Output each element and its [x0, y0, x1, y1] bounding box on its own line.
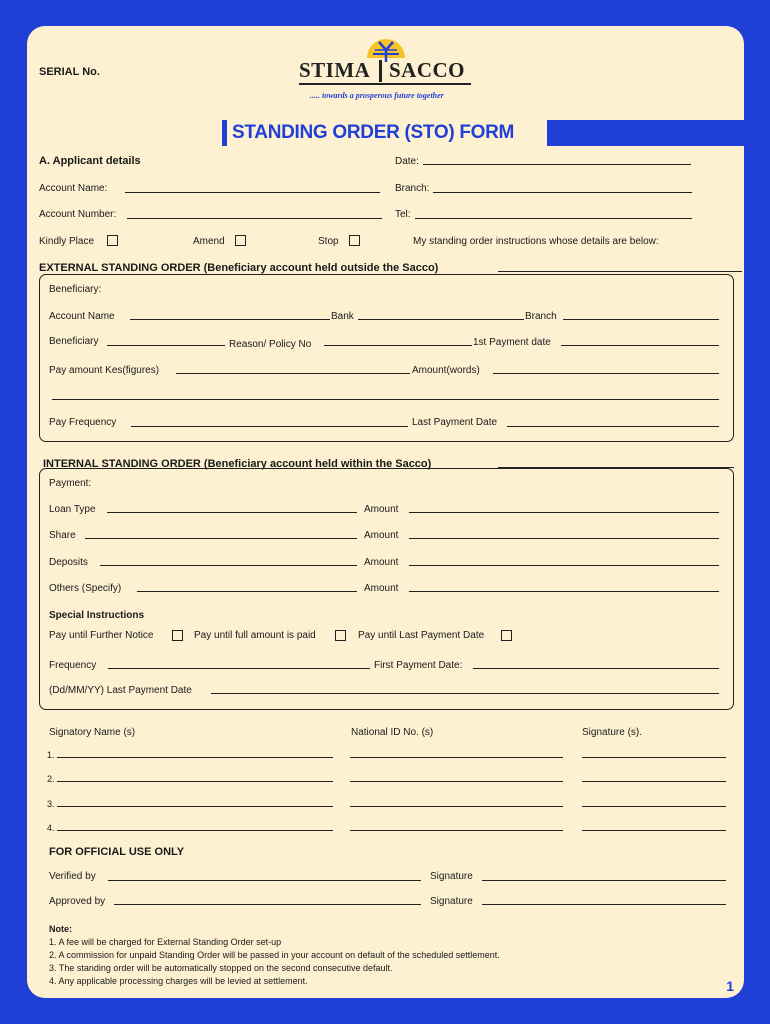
kindly-place-checkbox[interactable]: [107, 235, 118, 246]
verified-by-field[interactable]: [108, 880, 421, 881]
external-heading: EXTERNAL STANDING ORDER (Beneficiary account held outside the Sacco): [39, 262, 439, 274]
last-payment-date-field[interactable]: [211, 693, 719, 694]
logo-stima-text: STIMA: [299, 58, 371, 82]
deposits-amount-label: Amount: [364, 557, 399, 568]
pay-frequency-field[interactable]: [131, 426, 408, 427]
others-field[interactable]: [137, 591, 357, 592]
note-item: 3. The standing order will be automatically stopped on the second consecutive default.: [49, 963, 393, 973]
last-payment-date-label: (Dd/MM/YY) Last Payment Date: [49, 685, 192, 696]
first-payment-label: 1st Payment date: [473, 337, 551, 348]
others-amount-field[interactable]: [409, 591, 719, 592]
beneficiary-field[interactable]: [107, 345, 225, 346]
approved-by-field[interactable]: [114, 904, 421, 905]
share-label: Share: [49, 530, 76, 541]
first-payment-field[interactable]: [561, 345, 719, 346]
ext-branch-field[interactable]: [563, 319, 719, 320]
signatory-row-number: 1.: [47, 750, 55, 760]
deposits-amount-field[interactable]: [409, 565, 719, 566]
signatory-row-number: 2.: [47, 774, 55, 784]
signature-field[interactable]: [582, 757, 726, 758]
pay-until-full-label: Pay until full amount is paid: [194, 630, 316, 641]
bank-label: Bank: [331, 311, 354, 322]
branch-label: Branch:: [395, 183, 430, 194]
note-item: 4. Any applicable processing charges will be levied at settlement.: [49, 976, 308, 986]
loan-amount-field[interactable]: [409, 512, 719, 513]
pay-amount-label: Pay amount Kes(figures): [49, 365, 160, 376]
share-amount-field[interactable]: [409, 538, 719, 539]
approved-signature-label: Signature: [430, 896, 473, 907]
amount-words-field-continued[interactable]: [52, 399, 719, 400]
account-number-label: Account Number:: [39, 209, 117, 220]
verified-signature-field[interactable]: [482, 880, 726, 881]
bank-field[interactable]: [358, 319, 524, 320]
note-heading: Note:: [49, 924, 72, 934]
logo-tagline: ..... towards a prosperous future together: [310, 91, 444, 100]
tel-label: Tel:: [395, 209, 411, 220]
verified-signature-label: Signature: [430, 871, 473, 882]
form-title: STANDING ORDER (STO) FORM: [232, 122, 515, 143]
frequency-label: Frequency: [49, 660, 97, 671]
signatory-row-number: 3.: [47, 799, 55, 809]
national-id-field[interactable]: [350, 781, 563, 782]
pay-until-last-label: Pay until Last Payment Date: [358, 630, 485, 641]
signatory-name-field[interactable]: [57, 806, 333, 807]
verified-by-label: Verified by: [49, 871, 96, 882]
signatory-row-number: 4.: [47, 823, 55, 833]
payment-header: Payment:: [49, 478, 92, 489]
form-page: [27, 26, 744, 998]
reason-label: Reason/ Policy No: [229, 339, 312, 350]
first-payment-date-label: First Payment Date:: [374, 660, 463, 671]
signature-header: Signature (s).: [582, 727, 643, 738]
pay-until-notice-checkbox[interactable]: [172, 630, 183, 641]
national-id-field[interactable]: [350, 830, 563, 831]
signatory-name-field[interactable]: [57, 757, 333, 758]
logo-divider: [379, 60, 382, 82]
signatory-name-field[interactable]: [57, 781, 333, 782]
loan-type-field[interactable]: [107, 512, 357, 513]
signatory-name-field[interactable]: [57, 830, 333, 831]
instructions-text: My standing order instructions whose details are below:: [413, 236, 659, 247]
others-amount-label: Amount: [364, 583, 399, 594]
reason-field[interactable]: [324, 345, 472, 346]
internal-heading: INTERNAL STANDING ORDER (Beneficiary account held within the Sacco): [43, 458, 432, 470]
account-name-field[interactable]: [125, 192, 380, 193]
signature-field[interactable]: [582, 830, 726, 831]
loan-amount-label: Amount: [364, 504, 399, 515]
amount-words-label: Amount(words): [412, 365, 480, 376]
pay-amount-field[interactable]: [176, 373, 410, 374]
account-number-field[interactable]: [127, 218, 382, 219]
signatory-name-header: Signatory Name (s): [49, 727, 136, 738]
pay-frequency-label: Pay Frequency: [49, 417, 117, 428]
branch-field[interactable]: [433, 192, 692, 193]
amend-label: Amend: [193, 236, 225, 247]
amount-words-field[interactable]: [493, 373, 719, 374]
pay-until-last-checkbox[interactable]: [501, 630, 512, 641]
deposits-label: Deposits: [49, 557, 88, 568]
approved-by-label: Approved by: [49, 896, 106, 907]
signature-field[interactable]: [582, 806, 726, 807]
account-name-label: Account Name:: [39, 183, 108, 194]
logo-underline: [299, 83, 471, 85]
stop-checkbox[interactable]: [349, 235, 360, 246]
external-box: [39, 274, 734, 442]
pay-until-full-checkbox[interactable]: [335, 630, 346, 641]
others-label: Others (Specify): [49, 583, 122, 594]
date-label: Date:: [395, 156, 419, 167]
ext-last-payment-field[interactable]: [507, 426, 719, 427]
official-use-heading: FOR OFFICIAL USE ONLY: [49, 846, 185, 858]
loan-type-label: Loan Type: [49, 504, 96, 515]
beneficiary-header: Beneficiary:: [49, 284, 102, 295]
page-number: 1: [726, 978, 734, 994]
signature-field[interactable]: [582, 781, 726, 782]
national-id-header: National ID No. (s): [351, 727, 434, 738]
national-id-field[interactable]: [350, 757, 563, 758]
note-item: 2. A commission for unpaid Standing Order will be passed in your account on default of the scheduled settlement.: [49, 950, 500, 960]
kindly-place-label: Kindly Place: [39, 236, 95, 247]
first-payment-date-field[interactable]: [473, 668, 719, 669]
applicant-section-label: A. Applicant details: [39, 155, 141, 167]
ext-account-name-field[interactable]: [130, 319, 330, 320]
amend-checkbox[interactable]: [235, 235, 246, 246]
national-id-field[interactable]: [350, 806, 563, 807]
frequency-field[interactable]: [108, 668, 370, 669]
special-instructions-label: Special Instructions: [49, 610, 145, 621]
stop-label: Stop: [318, 236, 339, 247]
deposits-field[interactable]: [100, 565, 357, 566]
ext-branch-label: Branch: [525, 311, 557, 322]
ext-account-name-label: Account Name: [49, 311, 115, 322]
approved-signature-field[interactable]: [482, 904, 726, 905]
logo-sacco-text: SACCO: [389, 58, 466, 82]
ext-last-payment-label: Last Payment Date: [412, 417, 498, 428]
pay-until-notice-label: Pay until Further Notice: [49, 630, 154, 641]
external-heading-rule: [498, 271, 742, 272]
share-amount-label: Amount: [364, 530, 399, 541]
beneficiary-label: Beneficiary: [49, 336, 99, 347]
share-field[interactable]: [85, 538, 357, 539]
tel-field[interactable]: [415, 218, 692, 219]
date-field[interactable]: [423, 164, 691, 165]
serial-label: SERIAL No.: [39, 66, 100, 78]
note-item: 1. A fee will be charged for External Standing Order set-up: [49, 937, 282, 947]
